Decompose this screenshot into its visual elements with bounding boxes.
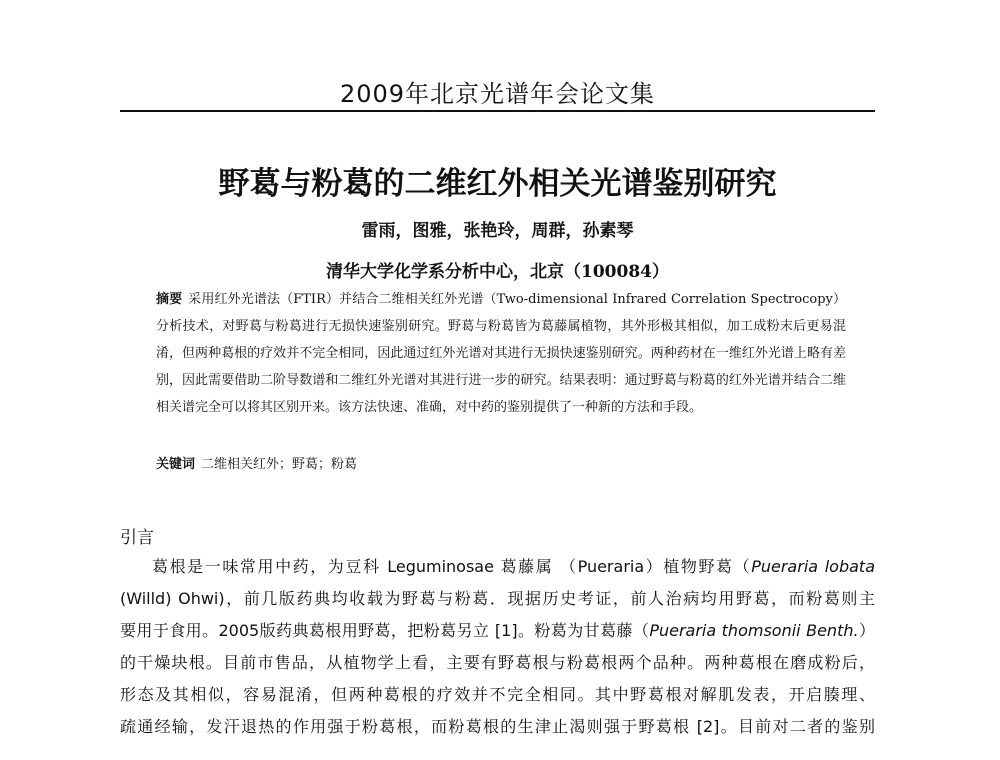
body-line	[120, 583, 875, 615]
body-line	[120, 711, 875, 743]
body-text: 的干燥块根。目前市售品，从植物学上看，主要有野葛根与粉葛根两个品种。两种葛根在磨成粉后，	[120, 653, 875, 672]
running-header: 2009年北京光谱年会论文集	[339, 80, 656, 108]
body-text: 要用于食用。2005版药典葛根用野葛，把粉葛另立 [1]。粉葛为甘葛藤（	[120, 621, 650, 640]
abstract-text: 采用红外光谱法（FTIR）并结合二维相关红外光谱（Two-dimensional Infrared Correlation Spectrocopy）分析技术，对野葛与粉葛进行无损快速鉴别研究。野葛与粉葛皆为葛藤属植物，其外形极其相似，加工成粉末后更易混淆，但两种葛根的疗效并不完全相同，因此通过红外光谱对其进行无损快速鉴别研究。两种药材在一维红外光谱上略有差别，因此需要借助二阶导数谱和二维红外光谱对其进行进一步的研究。结果表明：通过野葛与粉葛的红外光谱并结合二维相关谱完全可以将其区别开来。该方法快速、准确，对中药的鉴别提供了一种新的方法和手段。	[156, 292, 846, 415]
intro-body	[120, 551, 875, 743]
latin-name: Pueraria lobata	[751, 557, 876, 576]
keywords	[156, 451, 846, 478]
body-line	[120, 615, 875, 647]
intro-paragraph	[120, 551, 875, 743]
author-list: 雷雨，图雅，张艳玲，周群，孙素琴	[361, 221, 634, 241]
affiliation: 清华大学化学系分析中心，北京（100084）	[326, 262, 669, 282]
body-text: 葛根是一味常用中药，为豆科 Leguminosae 葛藤属 （Pueraria）植物野葛（	[152, 557, 752, 576]
body-line	[120, 647, 875, 679]
section-heading-intro: 引言	[120, 528, 154, 548]
abstract-label: 摘要	[156, 292, 183, 307]
body-line	[120, 551, 875, 583]
abstract	[156, 286, 846, 421]
body-text: 疏通经输，发汗退热的作用强于粉葛根，而粉葛根的生津止渴则强于野葛根 [2]。目前对二者的鉴别	[120, 717, 875, 736]
body-line	[120, 679, 875, 711]
body-text: 形态及其相似，容易混淆，但两种葛根的疗效并不完全相同。其中野葛根对解肌发表，开启腠理、	[120, 685, 875, 704]
body-text: (Willd) Ohwi)，前几版药典均收载为野葛与粉葛．现据历史考证，前人治病均用野葛，而粉葛则主	[120, 589, 875, 608]
body-text: ）	[858, 621, 875, 640]
header-rule	[120, 110, 875, 112]
keywords-text: 二维相关红外；野葛；粉葛	[201, 457, 358, 472]
latin-name: Pueraria thomsonii Benth.	[649, 621, 859, 640]
paper-title: 野葛与粉葛的二维红外相关光谱鉴别研究	[218, 166, 777, 202]
keywords-label: 关键词	[156, 457, 196, 472]
